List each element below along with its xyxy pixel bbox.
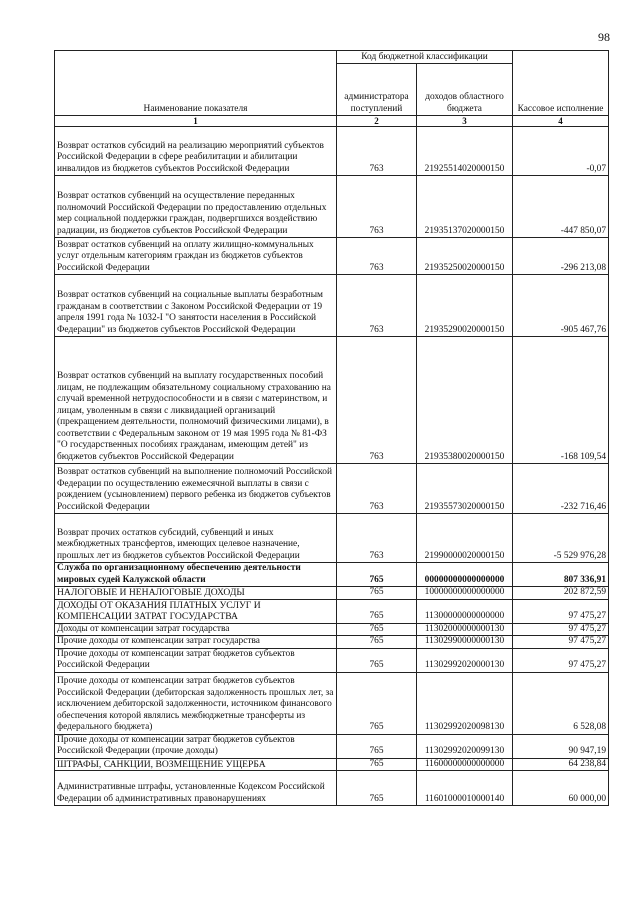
row-income-code: 11302992020099130 xyxy=(417,734,513,758)
row-income-code: 21935290020000150 xyxy=(417,275,513,337)
row-income-code: 10000000000000000 xyxy=(417,587,513,600)
row-execution-value: 64 238,84 xyxy=(513,758,609,771)
row-execution-value: -447 850,07 xyxy=(513,176,609,238)
row-name: Возврат остатков субсидий на реализацию мероприятий субъектов Российской Федерации в сфере реабилитации и абилитации инвалидов из бюджетов субъектов Российской Федерации xyxy=(55,127,337,176)
table-row xyxy=(55,514,609,563)
row-admin-code: 765 xyxy=(337,771,417,806)
row-admin-code: 763 xyxy=(337,337,417,464)
row-name: Административные штрафы, установленные Кодексом Российской Федерации об административных правонарушениях xyxy=(55,771,337,806)
header-indicator: Наименование показателя xyxy=(55,51,337,116)
row-name: Возврат остатков субвенций на социальные выплаты безработным гражданам в соответствии с Законом Российской Федерации от 19 апреля 1991 года № 1032-I "О занятости населения в Российской Федерации" из бюджетов субъектов Российской Федерации xyxy=(55,275,337,337)
budget-table xyxy=(54,50,609,806)
row-name: НАЛОГОВЫЕ И НЕНАЛОГОВЫЕ ДОХОДЫ xyxy=(55,587,337,600)
table-row xyxy=(55,127,609,176)
row-execution-value: -0,07 xyxy=(513,127,609,176)
table-row xyxy=(55,563,609,587)
table-row xyxy=(55,238,609,275)
row-admin-code: 763 xyxy=(337,176,417,238)
row-income-code: 21925514020000150 xyxy=(417,127,513,176)
row-admin-code: 765 xyxy=(337,599,417,623)
row-name: Возврат остатков субвенций на выполнение полномочий Российской Федерации по осуществлению ежемесячной выплаты в связи с рождением (усыновлением) первого ребенка из бюджетов субъектов Российской Федерации xyxy=(55,464,337,514)
row-admin-code: 763 xyxy=(337,127,417,176)
row-income-code: 00000000000000000 xyxy=(417,563,513,587)
row-income-code: 11302000000000130 xyxy=(417,623,513,636)
table-row xyxy=(55,176,609,238)
table-row xyxy=(55,771,609,806)
row-income-code: 11302992020000130 xyxy=(417,648,513,672)
row-execution-value: -905 467,76 xyxy=(513,275,609,337)
row-income-code: 21990000020000150 xyxy=(417,514,513,563)
row-execution-value: -168 109,54 xyxy=(513,337,609,464)
row-admin-code: 765 xyxy=(337,734,417,758)
row-name: Возврат остатков субвенций на выплату государственных пособий лицам, не подлежащим обязательному социальному страхованию на случай временной нетрудоспособности и в связи с материнством, и лицам, уволенным в связи с ликвидацией организаций (прекращением деятельности, полномочий физическими лицами), в соответствии с Федеральным законом от 19 мая 1995 года № 81-ФЗ "О государственных пособиях гражданам, имеющим детей" из бюджетов субъектов Российской Федерации xyxy=(55,337,337,464)
col-number-2: 2 xyxy=(337,116,417,127)
header-execution: Кассовое исполнение xyxy=(513,51,609,116)
row-income-code: 11300000000000000 xyxy=(417,599,513,623)
row-execution-value: 90 947,19 xyxy=(513,734,609,758)
row-execution-value: 202 872,59 xyxy=(513,587,609,600)
row-name: Возврат остатков субвенций на осуществление переданных полномочий Российской Федерации по предоставлению отдельных мер социальной поддержки граждан, подвергшихся воздействию радиации, из бюджетов субъектов Российской Федерации xyxy=(55,176,337,238)
row-income-code: 21935137020000150 xyxy=(417,176,513,238)
row-income-code: 21935380020000150 xyxy=(417,337,513,464)
row-admin-code: 765 xyxy=(337,636,417,649)
row-execution-value: -5 529 976,28 xyxy=(513,514,609,563)
col-number-1: 1 xyxy=(55,116,337,127)
row-name: Возврат остатков субвенций на оплату жилищно-коммунальных услуг отдельным категориям граждан из бюджетов субъектов Российской Федерации xyxy=(55,238,337,275)
table-row xyxy=(55,275,609,337)
page-number: 98 xyxy=(598,30,610,44)
row-execution-value: 97 475,27 xyxy=(513,599,609,623)
row-execution-value: 60 000,00 xyxy=(513,771,609,806)
row-name: Прочие доходы от компенсации затрат бюджетов субъектов Российской Федерации (дебиторская задолженность прошлых лет, за исключением дебиторской задолженности, источником финансового обеспечения которой являлись межбюджетные трансферты из федерального бюджета) xyxy=(55,672,337,734)
row-admin-code: 763 xyxy=(337,464,417,514)
table-row xyxy=(55,337,609,464)
header-budget-code: Код бюджетной классификации xyxy=(337,51,513,64)
row-income-code: 11302990000000130 xyxy=(417,636,513,649)
table-row xyxy=(55,587,609,600)
table-row xyxy=(55,623,609,636)
table-row xyxy=(55,636,609,649)
row-execution-value: -232 716,46 xyxy=(513,464,609,514)
table-row xyxy=(55,758,609,771)
row-admin-code: 763 xyxy=(337,238,417,275)
table-row xyxy=(55,464,609,514)
table-row xyxy=(55,672,609,734)
row-admin-code: 765 xyxy=(337,587,417,600)
row-execution-value: -296 213,08 xyxy=(513,238,609,275)
row-admin-code: 765 xyxy=(337,758,417,771)
row-income-code: 11600000000000000 xyxy=(417,758,513,771)
row-name: Прочие доходы от компенсации затрат государства xyxy=(55,636,337,649)
column-number-row xyxy=(55,116,609,127)
row-name: ДОХОДЫ ОТ ОКАЗАНИЯ ПЛАТНЫХ УСЛУГ И КОМПЕНСАЦИИ ЗАТРАТ ГОСУДАРСТВА xyxy=(55,599,337,623)
row-admin-code: 763 xyxy=(337,514,417,563)
row-income-code: 21935573020000150 xyxy=(417,464,513,514)
table-body xyxy=(55,127,609,806)
row-execution-value: 807 336,91 xyxy=(513,563,609,587)
row-admin-code: 763 xyxy=(337,275,417,337)
row-execution-value: 97 475,27 xyxy=(513,648,609,672)
header-admin: администратора поступлений xyxy=(337,64,417,116)
row-name: ШТРАФЫ, САНКЦИИ, ВОЗМЕЩЕНИЕ УЩЕРБА xyxy=(55,758,337,771)
row-execution-value: 6 528,08 xyxy=(513,672,609,734)
row-admin-code: 765 xyxy=(337,672,417,734)
row-admin-code: 765 xyxy=(337,648,417,672)
row-name: Прочие доходы от компенсации затрат бюджетов субъектов Российской Федерации xyxy=(55,648,337,672)
row-income-code: 11302992020098130 xyxy=(417,672,513,734)
row-name: Доходы от компенсации затрат государства xyxy=(55,623,337,636)
row-name: Возврат прочих остатков субсидий, субвенций и иных межбюджетных трансфертов, имеющих целевое назначение, прошлых лет из бюджетов субъектов Российской Федерации xyxy=(55,514,337,563)
table-row xyxy=(55,648,609,672)
row-admin-code: 765 xyxy=(337,623,417,636)
row-execution-value: 97 475,27 xyxy=(513,623,609,636)
table-row xyxy=(55,734,609,758)
col-number-4: 4 xyxy=(513,116,609,127)
row-name: Прочие доходы от компенсации затрат бюджетов субъектов Российской Федерации (прочие доходы) xyxy=(55,734,337,758)
row-income-code: 21935250020000150 xyxy=(417,238,513,275)
col-number-3: 3 xyxy=(417,116,513,127)
row-admin-code: 765 xyxy=(337,563,417,587)
row-execution-value: 97 475,27 xyxy=(513,636,609,649)
row-income-code: 11601000010000140 xyxy=(417,771,513,806)
table-row xyxy=(55,599,609,623)
header-income: доходов областного бюджета xyxy=(417,64,513,116)
row-name: Служба по организационному обеспечению деятельности мировых судей Калужской области xyxy=(55,563,337,587)
